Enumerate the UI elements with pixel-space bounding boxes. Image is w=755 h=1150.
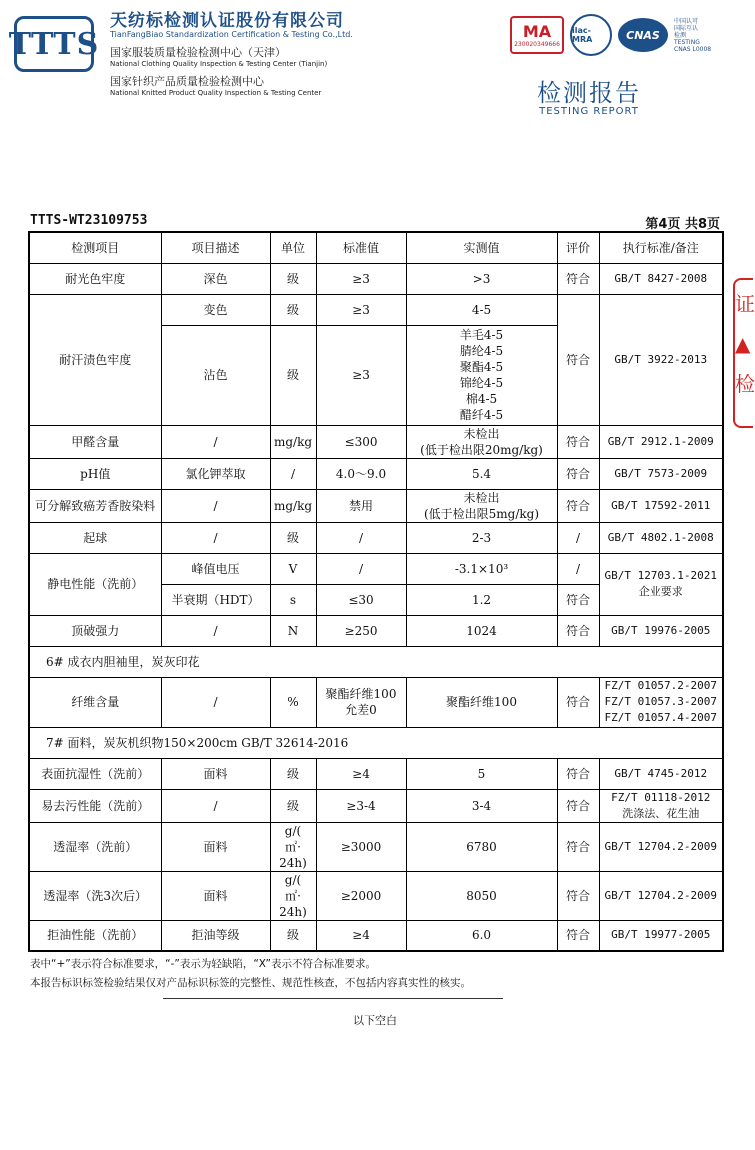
table-row xyxy=(29,489,723,522)
cell: ≥3-4 xyxy=(316,789,406,822)
cell: 静电性能（洗前） xyxy=(29,553,161,615)
footnote-line: 表中“+”表示符合标准要求，“-”表示为轻缺陷，“X”表示不符合标准要求。 xyxy=(30,958,376,970)
cell: 半衰期（HDT） xyxy=(161,584,270,615)
cell: 甲醛含量 xyxy=(29,425,161,458)
cell: / xyxy=(557,553,599,584)
page-info: 第4页 共8页 xyxy=(645,217,720,232)
cell-line: 腈纶4-5 xyxy=(459,344,504,358)
cell: 透湿率（洗3次后） xyxy=(29,871,161,920)
cell: GB/T 17592-2011 xyxy=(599,489,723,522)
cell: / xyxy=(161,522,270,553)
header-cell: 检测项目 xyxy=(29,232,161,263)
cell-line: 未检出 xyxy=(463,426,500,441)
cell: / xyxy=(161,615,270,646)
cell-line: 24h) xyxy=(279,855,307,870)
cell: GB/T 2912.1-2009 xyxy=(599,425,723,458)
cell: / xyxy=(161,789,270,822)
cell: 表面抗湿性（洗前） xyxy=(29,758,161,789)
header-cell: 实测值 xyxy=(406,232,557,263)
cell: 符合 xyxy=(557,677,599,727)
cell: 1024 xyxy=(406,615,557,646)
company-name-cn: 天纺标检测认证股份有限公司 xyxy=(110,11,344,31)
company-info xyxy=(110,6,353,97)
cell-line: g/( xyxy=(284,823,302,838)
cell: % xyxy=(270,677,316,727)
cell xyxy=(599,553,723,615)
cell: ≥250 xyxy=(316,615,406,646)
cell: 顶破强力 xyxy=(29,615,161,646)
end-marker: 以下空白 xyxy=(353,1014,397,1027)
cell: / xyxy=(557,522,599,553)
cell: / xyxy=(161,425,270,458)
cma-badge-icon xyxy=(510,16,564,54)
footnote-line: 本报告标识标签检验结果仅对产品标识标签的完整性、规范性核查，不包括内容真实性的核实。 xyxy=(30,977,471,989)
cell xyxy=(599,677,723,727)
cell: pH值 xyxy=(29,458,161,489)
cell: 8050 xyxy=(406,871,557,920)
accreditation-badges xyxy=(510,14,711,56)
cell-line: (低于检出限5mg/kg) xyxy=(423,506,540,521)
cell: GB/T 4802.1-2008 xyxy=(599,522,723,553)
table-row xyxy=(29,920,723,951)
cell: 3-4 xyxy=(406,789,557,822)
cell: 拒油性能（洗前） xyxy=(29,920,161,951)
table-row xyxy=(29,677,723,727)
section-7-label: 7# 面料，炭灰机织物150×200cm GB/T 32614-2016 xyxy=(29,727,723,758)
cell: 4.0～9.0 xyxy=(316,458,406,489)
cell: / xyxy=(316,522,406,553)
cell: 禁用 xyxy=(316,489,406,522)
cell: GB/T 19976-2005 xyxy=(599,615,723,646)
cell: s xyxy=(270,584,316,615)
cell: V xyxy=(270,553,316,584)
cell: 面料 xyxy=(161,871,270,920)
cnas-badge-icon: CNAS xyxy=(618,18,668,52)
cell: 级 xyxy=(270,758,316,789)
cell-line: 棉4-5 xyxy=(465,392,498,406)
cell: 耐汗渍色牢度 xyxy=(29,294,161,425)
footnotes xyxy=(30,955,471,993)
cell: 符合 xyxy=(557,871,599,920)
cell: 5.4 xyxy=(406,458,557,489)
cell: 深色 xyxy=(161,263,270,294)
header-cell: 标准值 xyxy=(316,232,406,263)
cell: 级 xyxy=(270,294,316,325)
cell: 氯化钾萃取 xyxy=(161,458,270,489)
cell: / xyxy=(270,458,316,489)
cell xyxy=(406,489,557,522)
cell: 6780 xyxy=(406,822,557,871)
cell: ≥3 xyxy=(316,325,406,425)
cell: 4-5 xyxy=(406,294,557,325)
cell: 面料 xyxy=(161,758,270,789)
report-title-en: TESTING REPORT xyxy=(539,106,639,117)
section-row xyxy=(29,646,723,677)
cell-line: ㎡· xyxy=(285,888,301,903)
cell-line: 锦纶4-5 xyxy=(459,376,504,390)
cell-line: ㎡· xyxy=(285,839,301,854)
cell: mg/kg xyxy=(270,425,316,458)
cell: ≥4 xyxy=(316,920,406,951)
cnas-info-line: 国际互认 xyxy=(674,24,699,32)
cell: ≥3 xyxy=(316,294,406,325)
cell xyxy=(316,677,406,727)
table-row xyxy=(29,425,723,458)
company-logo: TTTS xyxy=(14,16,94,72)
cell: 符合 xyxy=(557,294,599,425)
results-table xyxy=(28,231,724,952)
seal-stamp-icon: 证▲检 xyxy=(733,278,753,428)
cell-line: 24h) xyxy=(279,904,307,919)
cell: GB/T 12704.2-2009 xyxy=(599,822,723,871)
cell: 变色 xyxy=(161,294,270,325)
cell: N xyxy=(270,615,316,646)
cnas-info-line: 检测 xyxy=(674,31,687,39)
cnas-info xyxy=(674,18,711,53)
cell-line: FZ/T 01057.4-2007 xyxy=(604,711,718,724)
cell: 符合 xyxy=(557,425,599,458)
table-row xyxy=(29,458,723,489)
table-row xyxy=(29,294,723,325)
cell-line: FZ/T 01057.2-2007 xyxy=(604,679,718,692)
cell: 聚酯纤维100 xyxy=(406,677,557,727)
header-cell: 评价 xyxy=(557,232,599,263)
table-row xyxy=(29,789,723,822)
cell-line: 醋纤4-5 xyxy=(459,408,504,422)
report-title-cn: 检测报告 xyxy=(537,79,641,107)
cell: 级 xyxy=(270,263,316,294)
cell: -3.1×10³ xyxy=(406,553,557,584)
cell: 级 xyxy=(270,522,316,553)
cell: 峰值电压 xyxy=(161,553,270,584)
cnas-info-line: 中国认可 xyxy=(674,17,699,25)
cell xyxy=(406,325,557,425)
center2-cn: 国家针织产品质量检验检测中心 xyxy=(110,75,264,88)
center1-cn: 国家服装质量检验检测中心（天津） xyxy=(110,46,286,59)
cell: ≥4 xyxy=(316,758,406,789)
cell: 符合 xyxy=(557,789,599,822)
divider xyxy=(163,998,503,999)
report-title xyxy=(537,73,641,117)
cell: 耐光色牢度 xyxy=(29,263,161,294)
cell: 符合 xyxy=(557,758,599,789)
cell: 面料 xyxy=(161,822,270,871)
header-cell: 项目描述 xyxy=(161,232,270,263)
cnas-info-line: CNAS L0008 xyxy=(674,45,712,53)
cell: 符合 xyxy=(557,458,599,489)
cell-line: FZ/T 01057.3-2007 xyxy=(604,695,718,708)
company-name-en: TianFangBiao Standardization Certification & Testing Co.,Ltd. xyxy=(110,30,353,39)
table-row xyxy=(29,615,723,646)
table-header-row xyxy=(29,232,723,263)
cell: ≥3 xyxy=(316,263,406,294)
cell: 纤维含量 xyxy=(29,677,161,727)
cell: 6.0 xyxy=(406,920,557,951)
table-row xyxy=(29,522,723,553)
cell: GB/T 19977-2005 xyxy=(599,920,723,951)
cell-line: GB/T 12703.1-2021 xyxy=(604,569,718,582)
cell-line: 企业要求 xyxy=(638,585,683,598)
cell-line: 羊毛4-5 xyxy=(459,328,504,342)
cell: 1.2 xyxy=(406,584,557,615)
cell: 5 xyxy=(406,758,557,789)
center2-en: National Knitted Product Quality Inspection & Testing Center xyxy=(110,89,322,97)
cell: mg/kg xyxy=(270,489,316,522)
cell: 符合 xyxy=(557,489,599,522)
cell: 透湿率（洗前） xyxy=(29,822,161,871)
cell: 符合 xyxy=(557,615,599,646)
cell: GB/T 3922-2013 xyxy=(599,294,723,425)
cell: 易去污性能（洗前） xyxy=(29,789,161,822)
table-row xyxy=(29,871,723,920)
cell-line: 聚酯纤维100 xyxy=(325,687,397,701)
table-row xyxy=(29,822,723,871)
cell: 可分解致癌芳香胺染料 xyxy=(29,489,161,522)
cell xyxy=(270,822,316,871)
cell-line: 未检出 xyxy=(463,490,500,505)
report-number: TTTS-WT23109753 xyxy=(30,213,148,228)
cell: 沾色 xyxy=(161,325,270,425)
cell: / xyxy=(161,677,270,727)
cell: 符合 xyxy=(557,920,599,951)
cell-line: 允差0 xyxy=(345,703,377,717)
cell: GB/T 7573-2009 xyxy=(599,458,723,489)
cell: 起球 xyxy=(29,522,161,553)
cell: GB/T 4745-2012 xyxy=(599,758,723,789)
table-row xyxy=(29,553,723,584)
cell: 符合 xyxy=(557,584,599,615)
cell-line: g/( xyxy=(284,872,302,887)
cell xyxy=(406,425,557,458)
cell: / xyxy=(161,489,270,522)
header-cell: 执行标准/备注 xyxy=(599,232,723,263)
table-row xyxy=(29,758,723,789)
cma-number: 230020349666 xyxy=(514,41,560,48)
cell: 级 xyxy=(270,789,316,822)
cell: >3 xyxy=(406,263,557,294)
cell: ≤300 xyxy=(316,425,406,458)
cell xyxy=(270,871,316,920)
cell-line: 聚酯4-5 xyxy=(459,360,504,374)
header-cell: 单位 xyxy=(270,232,316,263)
cell xyxy=(599,789,723,822)
cell: 2-3 xyxy=(406,522,557,553)
cell: 符合 xyxy=(557,822,599,871)
ilac-badge-icon: ilac-MRA xyxy=(570,14,612,56)
cnas-info-line: TESTING xyxy=(674,38,700,46)
section-row xyxy=(29,727,723,758)
cell: GB/T 12704.2-2009 xyxy=(599,871,723,920)
cell: 拒油等级 xyxy=(161,920,270,951)
cma-text: MA xyxy=(522,22,552,41)
cell-line: (低于检出限20mg/kg) xyxy=(420,442,543,457)
center1-en: National Clothing Quality Inspection & Testing Center (Tianjin) xyxy=(110,60,328,68)
cell-line: 洗涤法、花生油 xyxy=(622,806,700,820)
cell: 级 xyxy=(270,920,316,951)
cell: / xyxy=(316,553,406,584)
section-6-label: 6# 成衣内胆袖里，炭灰印花 xyxy=(29,646,723,677)
cell: ≥3000 xyxy=(316,822,406,871)
cell: ≥2000 xyxy=(316,871,406,920)
cell: 符合 xyxy=(557,263,599,294)
cell-line: FZ/T 01118-2012 xyxy=(611,790,711,804)
cell: GB/T 8427-2008 xyxy=(599,263,723,294)
cell: ≤30 xyxy=(316,584,406,615)
cell: 级 xyxy=(270,325,316,425)
table-row xyxy=(29,263,723,294)
